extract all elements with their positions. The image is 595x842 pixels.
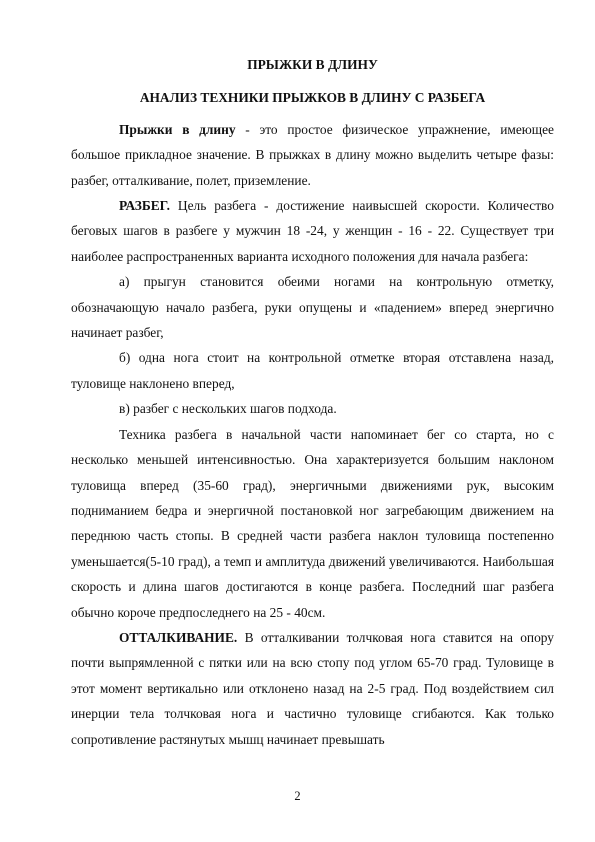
intro-term: Прыжки в длину [119,121,236,137]
intro-paragraph [71,117,554,193]
document-subtitle: АНАЛИЗ ТЕХНИКИ ПРЫЖКОВ В ДЛИНУ С РАЗБЕГА [139,90,486,106]
run-up-heading: РАЗБЕГ. [119,198,171,214]
run-up-text: Цель разбега - достижение наивысшей скорости. Количество беговых шагов в разбеге у мужчин 18 -24, у женщин - 16 - 22. Существует три наиболее распространенных варианта исходного положения для начала разбега: [71,198,554,264]
option-b-paragraph: б) одна нога стоит на контрольной отметке вторая отставлена назад, туловище наклонено вперед, [71,350,554,391]
run-up-paragraph [71,193,554,269]
technique-paragraph: Техника разбега в начальной части напоминает бег со старта, но с несколько меньшей интенсивностью. Она характеризуется большим наклоном туловища вперед (35-60 град), энергичными движениями рук, высоким подниманием бедра и энергичной постановкой ног загребающим движением на переднюю часть стопы. В средней части разбега наклон туловища постепенно уменьшается(5-10 град), а темп и амплитуда движений увеличиваются. Наибольшая скорость и длина шагов достигаются в конце разбега. Последний шаг разбега обычно короче предпоследнего на 25 - 40см. [71,426,554,620]
takeoff-paragraph [71,625,554,752]
intro-text: - это простое физическое упражнение, имеющее большое прикладное значение. В прыжках в длину можно выделить четыре фазы: разбег, отталкивание, полет, приземление. [71,121,554,188]
page-number: 2 [294,789,301,803]
document-title: ПРЫЖКИ В ДЛИНУ [247,57,378,72]
takeoff-text: В отталкивании толчковая нога ставится на опору почти выпрямленной с пятки или на всю стопу под углом 65-70 град. Туловище в этот момент вертикально или отклонено назад на 2-5 град. Под воздействием сил инерции тела толчковая нога и частично туловище сгибаются. Как только сопротивление растянутых мышц начинает превышать [71,629,554,747]
option-a-paragraph: а) прыгун становится обеими ногами на контрольную отметку, обозначающую начало разбега, руки опущены и «падением» вперед энергично начинает разбег, [71,274,554,341]
document-body [71,52,554,752]
takeoff-heading: ОТТАЛКИВАНИЕ. [119,629,238,645]
option-c-paragraph: в) разбег с нескольких шагов подхода. [119,401,337,417]
